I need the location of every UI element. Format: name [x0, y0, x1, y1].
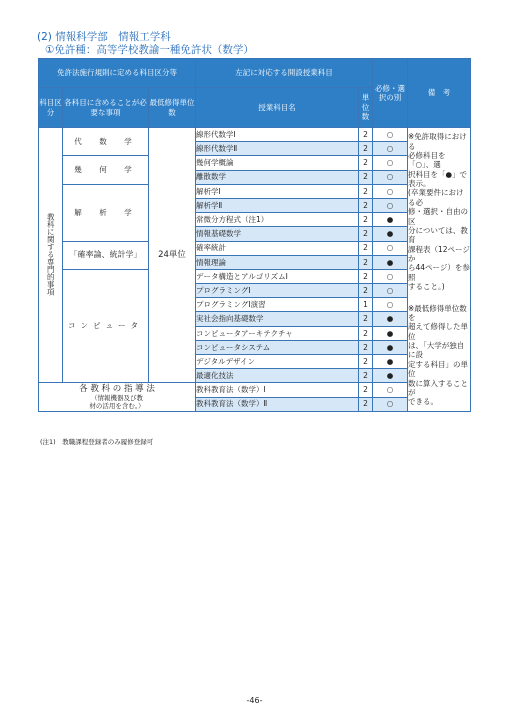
course-mark: ●	[373, 255, 408, 269]
course-mark: ○	[373, 156, 408, 170]
course-credits: 2	[359, 227, 373, 241]
header-subject-group: 左記に対応する開設授業科目	[196, 59, 373, 88]
course-credits: 2	[359, 156, 373, 170]
course-credits: 2	[359, 241, 373, 255]
remarks-line: は、「大学が独自に設	[408, 341, 465, 360]
course-mark: ○	[373, 198, 408, 212]
matters-analysis: 解 析 学	[63, 184, 149, 241]
remarks-line: 修・選択・自由の区	[408, 207, 469, 226]
teaching-method-category	[39, 383, 196, 411]
course-mark: ●	[373, 227, 408, 241]
remarks-line: 定する科目」の単位	[408, 359, 469, 379]
course-mark: ○	[373, 241, 408, 255]
course-name: プログラミングⅠ演習	[196, 298, 359, 312]
remarks-line: 択科目を「●」で表示。	[408, 169, 468, 188]
course-name: 幾何学概論	[196, 156, 359, 170]
course-name: 解析学Ⅱ	[196, 198, 359, 212]
course-mark: ●	[373, 355, 408, 369]
course-mark: ○	[373, 170, 408, 184]
remarks-line: 必修科目を「○」、選	[408, 150, 446, 170]
course-name: 情報基礎数学	[196, 227, 359, 241]
course-name: コンピュータアーキテクチャ	[196, 326, 359, 340]
remarks-line: 数に算入することが	[408, 378, 469, 397]
header-remarks: 備 考	[408, 59, 471, 128]
course-mark: ●	[373, 326, 408, 340]
curriculum-table	[38, 58, 471, 412]
course-mark: ○	[373, 184, 408, 198]
course-credits: 2	[359, 184, 373, 198]
remarks-line: できる。	[408, 397, 439, 407]
page-number: -46-	[246, 696, 263, 705]
course-name: プログラミングⅠ	[196, 284, 359, 298]
license-heading: ①免許種：高等学校教諭一種免許状（数学）	[45, 44, 254, 56]
header-credits: 単位数	[359, 88, 373, 128]
header-course-name: 授業科目名	[196, 88, 359, 128]
course-credits: 2	[359, 369, 373, 383]
header-law-category: 免許法施行規則に定める科目区分等	[39, 59, 196, 88]
course-credits: 2	[359, 142, 373, 156]
course-mark: ●	[373, 312, 408, 326]
remarks-line: 課程表（12ページか	[408, 244, 470, 263]
remarks-cell	[408, 128, 471, 412]
course-name: 情報理論	[196, 255, 359, 269]
course-mark: ●	[373, 369, 408, 383]
course-name: 線形代数学Ⅰ	[196, 128, 359, 142]
teaching-method-sub2: 材の活用を含む。）	[89, 402, 145, 411]
course-name: 教科教育法（数学）Ⅱ	[196, 397, 359, 411]
teaching-method-title: 各 教 科 の 指 導 法	[79, 383, 155, 394]
main-category-text: 教科に関する専門的事項	[46, 212, 56, 296]
course-credits: 2	[359, 355, 373, 369]
course-credits: 2	[359, 284, 373, 298]
course-name: 常微分方程式（注1）	[196, 213, 359, 227]
matters-algebra: 代 数 学	[63, 128, 149, 156]
remarks-line: すること。)	[408, 282, 445, 292]
course-name: 実社会指向基礎数学	[196, 312, 359, 326]
course-credits: 2	[359, 326, 373, 340]
course-credits: 2	[359, 397, 373, 411]
course-credits: 2	[359, 340, 373, 354]
course-credits: 2	[359, 213, 373, 227]
course-name: 解析学Ⅰ	[196, 184, 359, 198]
header-matters: 各科目に含めることが必要な事項	[63, 88, 149, 128]
course-credits: 2	[359, 128, 373, 142]
remarks-line: (卒業要件における必	[408, 188, 464, 207]
course-name: データ構造とアルゴリズムⅠ	[196, 269, 359, 283]
course-name: コンピュータシステム	[196, 340, 359, 354]
remarks-line: 分については、教育	[408, 225, 468, 245]
course-name: デジタルデザイン	[196, 355, 359, 369]
matters-probability: 「確率論、統計学」	[63, 241, 149, 269]
header-min-credits: 最低修得単位数	[149, 88, 196, 128]
matters-geometry: 幾 何 学	[63, 156, 149, 184]
course-name: 線形代数学Ⅱ	[196, 142, 359, 156]
course-mark: ○	[373, 397, 408, 411]
remarks-line: 超えて修得した単位	[408, 322, 469, 341]
remarks-line: ※最低修得単位数を	[408, 303, 467, 322]
course-name: 最適化技法	[196, 369, 359, 383]
remarks-line: ※免許取得における	[408, 132, 467, 151]
course-credits: 1	[359, 298, 373, 312]
section-heading: (2) 情報科学部 情報工学科	[37, 31, 171, 43]
main-category	[39, 128, 63, 383]
course-mark: ○	[373, 298, 408, 312]
header-category: 科目区分	[39, 88, 63, 128]
course-mark: ●	[373, 340, 408, 354]
course-credits: 2	[359, 198, 373, 212]
remarks-line: ら44ページ）を参照	[408, 263, 470, 282]
course-mark: ○	[373, 269, 408, 283]
course-name: 離散数学	[196, 170, 359, 184]
course-credits: 2	[359, 170, 373, 184]
course-mark: ○	[373, 142, 408, 156]
course-mark: ○	[373, 383, 408, 397]
course-credits: 2	[359, 255, 373, 269]
course-mark: ●	[373, 213, 408, 227]
matters-computer: コンピュータ	[63, 269, 149, 383]
course-credits: 2	[359, 383, 373, 397]
header-required-elective: 必修・選択の別	[373, 59, 408, 128]
teaching-method-sub1: （情報機器及び教	[91, 394, 143, 403]
min-credits-value: 24単位	[149, 128, 196, 383]
footnote: (注1) 教職課程登録者のみ履修登録可	[40, 438, 154, 446]
course-mark: ○	[373, 284, 408, 298]
course-mark: ○	[373, 128, 408, 142]
course-name: 教科教育法（数学）Ⅰ	[196, 383, 359, 397]
course-credits: 2	[359, 269, 373, 283]
course-name: 確率統計	[196, 241, 359, 255]
course-credits: 2	[359, 312, 373, 326]
